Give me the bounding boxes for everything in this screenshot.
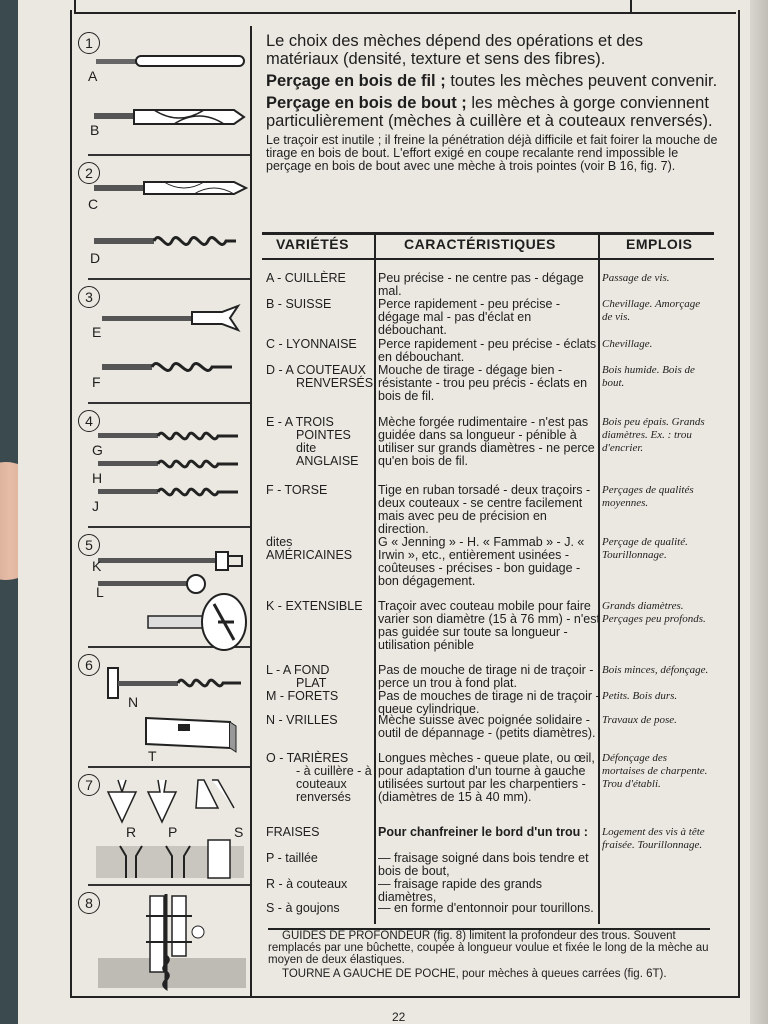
characteristics-cell: — fraisage rapide des grands diamètres, [378, 877, 542, 904]
figure-label: G [92, 442, 103, 458]
lyonnaise-bit-illustration [94, 180, 244, 196]
figure-label: R [126, 824, 137, 840]
figure-label: E [92, 324, 102, 340]
fammab-bit-illustration [98, 456, 244, 472]
figure-panel-7 [85, 768, 250, 886]
variety-cell [266, 878, 374, 891]
figure-panel-6 [85, 648, 250, 768]
use-cell: Logement des vis à tête fraisée. Tourillonnage. [602, 826, 705, 851]
use-cell: Perçage de qualité. Tourillonnage. [602, 536, 688, 561]
variety-name: N - VRILLES [266, 713, 338, 727]
figure-label: D [90, 250, 101, 266]
figure-label: S [234, 824, 244, 840]
use-cell: Chevillage. Amorçage de vis. [602, 298, 701, 323]
characteristics-cell: G « Jenning » - H. « Fammab » - J. « Irwin », etc., entièrement usinées - coûteuses - précises - bon guidage - bon dégagement. [378, 535, 585, 588]
variety-name: M - FORETS [266, 689, 339, 703]
figure-label: P [168, 824, 178, 840]
use-cell: Chevillage. [602, 338, 653, 350]
variety-cell [266, 902, 374, 915]
figure-label: A [88, 68, 98, 84]
variety-name: F - TORSE [266, 483, 328, 497]
figure-panel-2 [85, 156, 250, 280]
figure-panel-3 [85, 280, 250, 404]
variety-name: O - TARIÈRES [266, 751, 349, 765]
irwin-bit-illustration [98, 484, 244, 500]
characteristics-cell: Peu précise - ne centre pas - dégage mal. [378, 271, 584, 298]
variety-cell [266, 690, 374, 703]
characteristics-cell: — fraisage soigné dans bois tendre et bois de bout, [378, 851, 589, 878]
figure-number: 3 [78, 286, 100, 308]
figure-label: F [92, 374, 101, 390]
figure-label: H [92, 470, 103, 486]
use-cell: Petits. Bois durs. [602, 690, 678, 702]
variety-name: A - CUILLÈRE [266, 271, 346, 285]
figure-label: B [90, 122, 100, 138]
figure-number: 5 [78, 534, 100, 556]
variety-name: dites [266, 535, 293, 549]
flat-bottom-bit-large-illustration [148, 594, 248, 650]
variety-name: D - A COUTEAUX [266, 363, 367, 377]
header-emplois: EMPLOIS [626, 236, 693, 252]
figure-label: L [96, 584, 104, 600]
footer-tap-wrench: TOURNE A GAUCHE DE POCHE, pour mèches à queues carrées (fig. 6T). [282, 968, 667, 980]
intro-bold: Perçage en bois de fil ; [266, 72, 446, 90]
variety-name: L - A FOND [266, 663, 330, 677]
intro-bold: Perçage en bois de bout ; [266, 94, 467, 112]
intro-paragraph-fil [266, 72, 718, 90]
use-cell: Passage de vis. [602, 272, 670, 284]
characteristics-cell: Pas de mouches de tirage ni de traçoir - queue cylindrique. [378, 689, 600, 716]
characteristics-cell: Pas de mouche de tirage ni de traçoir - perce un trou à fond plat. [378, 663, 594, 690]
intro-paragraph: Le choix des mèches dépend des opérations et des matériaux (densité, texture et sens des fibres). [266, 32, 644, 68]
spoon-bit-illustration [96, 54, 246, 70]
characteristics-cell: Pour chanfreiner le bord d'un trou : [378, 825, 588, 839]
top-rule [74, 12, 736, 14]
characteristics-cell: Mèche forgée rudimentaire - n'est pas guidée dans sa longueur - pénible à utiliser sur grands diamètres - ne perce qu'en bois de fil. [378, 415, 595, 468]
figure-panel-1 [85, 26, 250, 156]
variety-subname: POINTES dite ANGLAISE [296, 428, 359, 468]
variety-name: K - EXTENSIBLE [266, 599, 363, 613]
characteristics-cell: Longues mèches - queue plate, ou œil, pour adaptation d'un tourne à gauche utilisées surtout par les charpentiers - (diamètres de 15 à 40 mm). [378, 751, 595, 804]
figure-number: 4 [78, 410, 100, 432]
use-cell: Bois humide. Bois de bout. [602, 364, 695, 389]
countersink-sections-illustration [96, 840, 244, 880]
intro-rest: les mèches à gorge conviennent particulièrement (mèches à cuillère et à couteaux renversés). [266, 94, 713, 130]
variety-name: FRAISES [266, 825, 320, 839]
figure-panel-4 [85, 404, 250, 528]
variety-name: B - SUISSE [266, 297, 332, 311]
variety-cell [266, 852, 374, 865]
intro-note: Le traçoir est inutile ; il freine la pénétration déjà difficile et fait foirer la mouche de tirage en bois de bout. L'effort exigé en coupe recalante rend impossible le perçage en bois de bout avec une mèche à trois pointes (voir B 16, fig. 7). [266, 133, 718, 173]
characteristics-cell: Traçoir avec couteau mobile pour faire varier son diamètre (15 à 76 mm) - n'est pas guidée sur toute sa longueur - utilisation pénible [378, 599, 600, 652]
twisted-bit-illustration [102, 358, 242, 376]
depth-guide-illustration [98, 892, 246, 990]
footer-notes [268, 930, 710, 980]
intro-rest: toutes les mèches peuvent convenir. [445, 72, 718, 90]
variety-cell [266, 416, 374, 468]
variety-cell [266, 536, 374, 562]
figure-panel-8 [85, 886, 250, 996]
variety-name: P - taillée [266, 851, 318, 865]
figure-panel-5 [85, 528, 250, 648]
variety-cell [266, 600, 374, 613]
variety-subname: PLAT [296, 676, 327, 690]
characteristics-cell: Perce rapidement - peu précise - dégage mal - pas d'éclat en débouchant. [378, 297, 561, 337]
figure-number: 1 [78, 32, 100, 54]
variety-name: S - à goujons [266, 901, 340, 915]
intro-paragraph-bout [266, 94, 718, 130]
illustration-column [85, 26, 252, 996]
variety-cell [266, 298, 374, 311]
figure-label: J [92, 498, 99, 514]
use-cell: Travaux de pose. [602, 714, 677, 726]
characteristics-cell: Perce rapidement - peu précise - éclats en débouchant. [378, 337, 597, 364]
characteristics-cell: — en forme d'entonnoir pour tourillons. [378, 901, 594, 915]
swiss-bit-illustration [94, 106, 244, 128]
figure-label: T [148, 748, 157, 764]
figure-number: 6 [78, 654, 100, 676]
variety-name: E - A TROIS [266, 415, 334, 429]
use-cell: Bois peu épais. Grands diamètres. Ex. : trou d'encrier. [602, 416, 705, 454]
characteristics-cell: Tige en ruban torsadé - deux traçoirs - deux couteaux - se centre facilement mais avec peu de précision en direction. [378, 483, 591, 536]
three-point-bit-illustration [102, 306, 242, 330]
variety-subname: - à cuillère - à couteaux renversés [296, 764, 372, 804]
figure-number: 8 [78, 892, 100, 914]
figure-label: K [92, 558, 102, 574]
use-cell: Bois minces, défonçage. [602, 664, 709, 676]
header-varietes: VARIÉTÉS [276, 236, 349, 252]
page-number: 22 [392, 1010, 406, 1024]
figure-label: C [88, 196, 99, 212]
variety-cell [266, 826, 374, 839]
flat-bottom-bit-illustration [98, 572, 244, 596]
countersink-bits-illustration [108, 778, 248, 824]
extensible-bit-illustration [98, 550, 244, 572]
variety-cell [266, 338, 374, 351]
variety-cell [266, 484, 374, 497]
intro-text [266, 32, 718, 186]
variety-cell [266, 714, 374, 727]
variety-cell [266, 364, 374, 390]
use-cell: Perçages de qualités moyennes. [602, 484, 694, 509]
variety-cell [266, 272, 374, 285]
figure-number: 7 [78, 774, 100, 796]
variety-cell [266, 664, 374, 690]
jenning-bit-illustration [98, 428, 244, 444]
header-caracteristiques: CARACTÉRISTIQUES [404, 236, 556, 252]
characteristics-cell: Mèche suisse avec poignée solidaire - outil de dépannage - (petits diamètres). [378, 713, 596, 740]
variety-name: R - à couteaux [266, 877, 348, 891]
variety-name: C - LYONNAISE [266, 337, 357, 351]
figure-label: N [128, 694, 139, 710]
characteristics-cell: Mouche de tirage - dégage bien - résistante - trou peu précis - éclats en bois de fil. [378, 363, 588, 403]
use-cell: Défonçage des mortaises de charpente. Trou d'établi. [602, 752, 708, 790]
use-cell: Grands diamètres. Perçages peu profonds. [602, 600, 706, 625]
reversed-cutter-bit-illustration [94, 232, 244, 250]
variety-cell [266, 752, 374, 804]
figure-number: 2 [78, 162, 100, 184]
variety-subname: AMÉRICAINES [266, 548, 353, 562]
footer-depth-guides: GUIDES DE PROFONDEUR (fig. 8) limitent la profondeur des trous. Souvent remplacés par une bûchette, coupée à longueur voulue et fixée le long de la mèche au moyen de deux élastiques. [268, 930, 709, 966]
variety-subname: RENVERSÉS [296, 376, 374, 390]
